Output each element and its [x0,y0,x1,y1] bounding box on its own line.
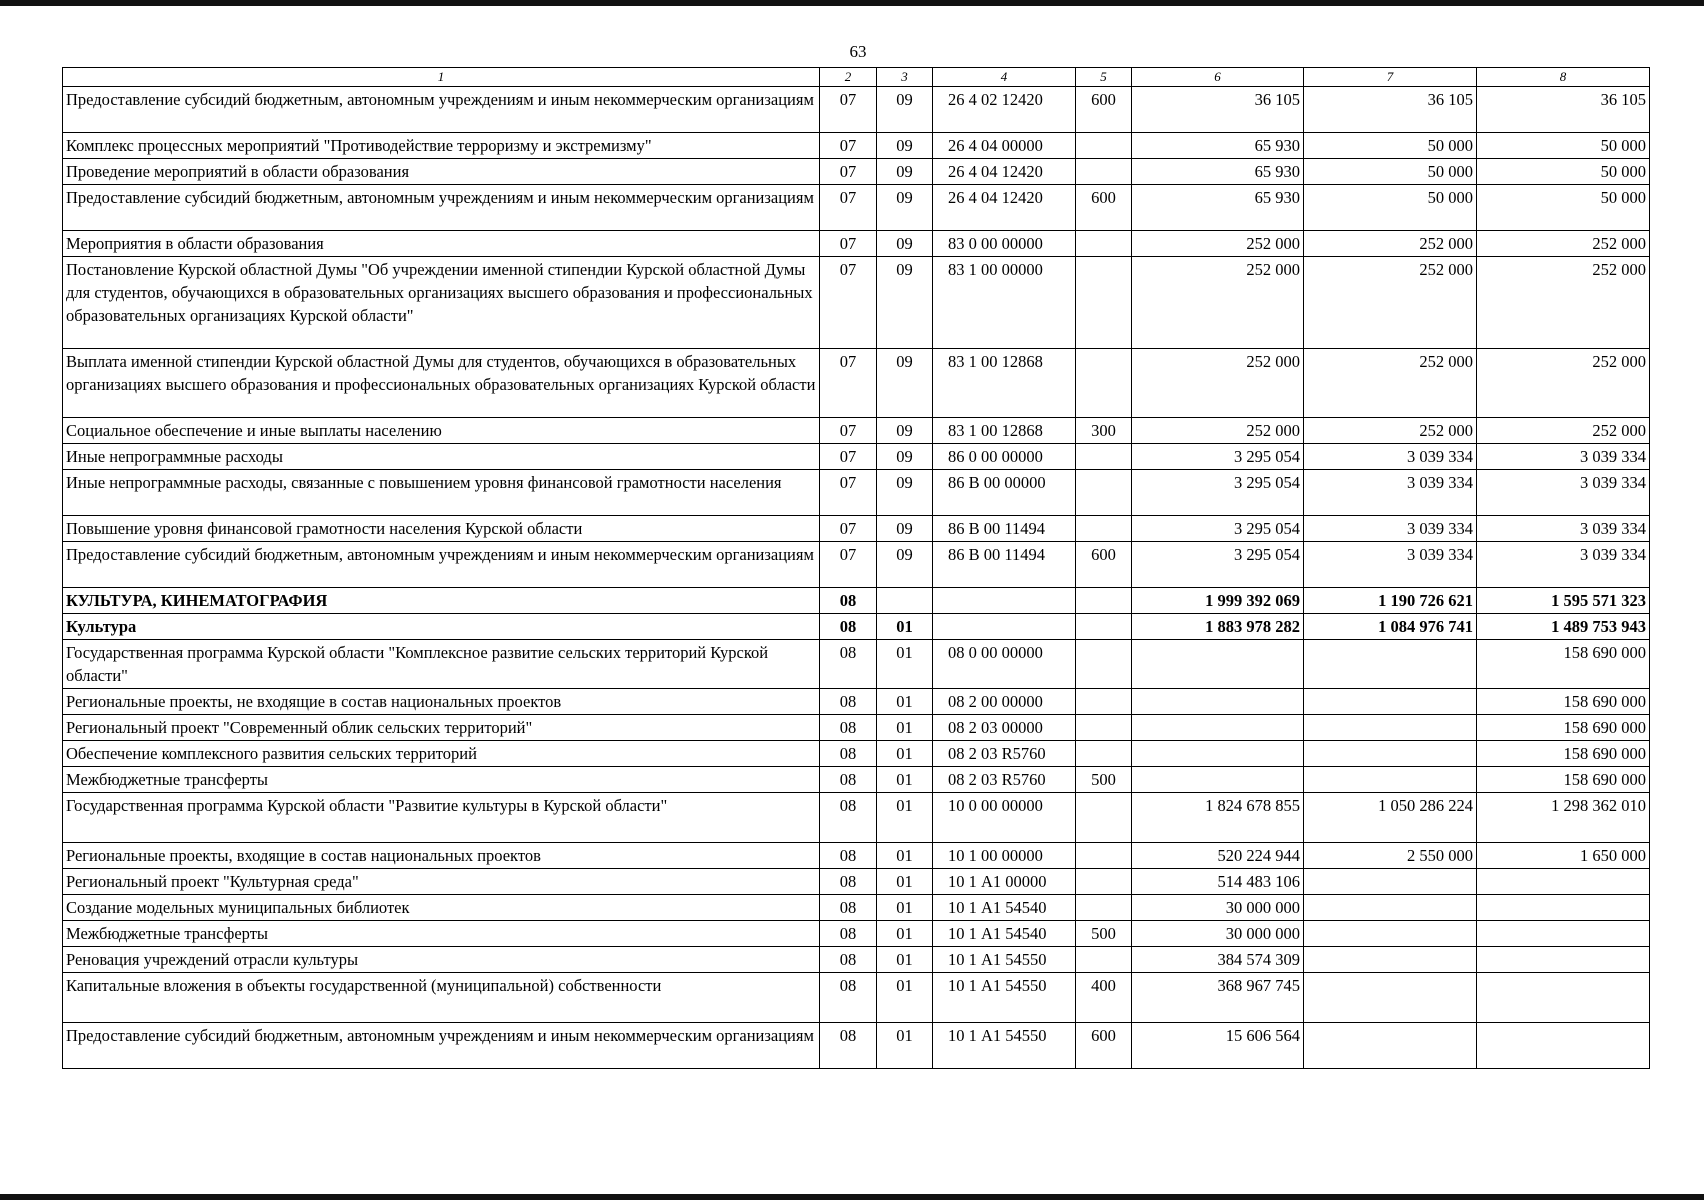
table-row [63,947,1650,973]
row-subsection: 01 [877,1023,933,1069]
row-amount-col7: 50 000 [1304,159,1477,185]
row-amount-col8: 252 000 [1477,257,1650,349]
row-name: Государственная программа Курской области "Комплексное развитие сельских территорий Курской области" [63,640,820,689]
row-name: Иные непрограммные расходы, связанные с повышением уровня финансовой грамотности населения [63,470,820,516]
row-target-article [933,588,1076,614]
row-subsection: 01 [877,640,933,689]
row-expense-type [1076,257,1132,349]
row-target-article: 08 2 00 00000 [933,689,1076,715]
row-amount-col6: 3 295 054 [1132,516,1304,542]
row-target-article: 08 2 03 R5760 [933,741,1076,767]
row-amount-col7 [1304,640,1477,689]
row-subsection: 09 [877,159,933,185]
row-subsection: 09 [877,257,933,349]
row-amount-col8: 36 105 [1477,87,1650,133]
row-amount-col6: 65 930 [1132,159,1304,185]
row-name: Региональные проекты, входящие в состав национальных проектов [63,843,820,869]
row-subsection: 01 [877,921,933,947]
row-amount-col6 [1132,640,1304,689]
table-row [63,418,1650,444]
table-row [63,257,1650,349]
row-amount-col6: 1 883 978 282 [1132,614,1304,640]
row-amount-col8: 158 690 000 [1477,767,1650,793]
row-amount-col8: 3 039 334 [1477,470,1650,516]
row-section: 08 [820,588,877,614]
row-name: Повышение уровня финансовой грамотности населения Курской области [63,516,820,542]
row-expense-type [1076,133,1132,159]
row-amount-col6 [1132,767,1304,793]
row-amount-col6: 36 105 [1132,87,1304,133]
row-expense-type: 300 [1076,418,1132,444]
row-amount-col7: 50 000 [1304,185,1477,231]
row-subsection: 01 [877,767,933,793]
row-name: Выплата именной стипендии Курской областной Думы для студентов, обучающихся в образовательных организациях высшего образования и профессиональных образовательных организациях Курской области [63,349,820,418]
table-row [63,689,1650,715]
row-expense-type [1076,159,1132,185]
row-amount-col8: 158 690 000 [1477,640,1650,689]
row-subsection: 01 [877,973,933,1023]
row-subsection: 09 [877,349,933,418]
row-amount-col6: 3 295 054 [1132,470,1304,516]
row-section: 08 [820,947,877,973]
row-section: 08 [820,640,877,689]
row-amount-col8 [1477,947,1650,973]
row-expense-type [1076,470,1132,516]
table-body [63,68,1650,1069]
row-subsection: 09 [877,470,933,516]
row-section: 07 [820,87,877,133]
row-subsection [877,588,933,614]
col-num-6: 6 [1132,68,1304,87]
row-section: 08 [820,1023,877,1069]
table-row [63,741,1650,767]
row-name: Региональный проект "Современный облик сельских территорий" [63,715,820,741]
row-expense-type [1076,741,1132,767]
row-target-article: 10 1 А1 54550 [933,947,1076,973]
row-section: 08 [820,895,877,921]
row-amount-col8: 1 298 362 010 [1477,793,1650,843]
row-target-article: 83 1 00 00000 [933,257,1076,349]
row-expense-type [1076,444,1132,470]
row-section: 08 [820,921,877,947]
row-subsection: 01 [877,869,933,895]
row-name: Реновация учреждений отрасли культуры [63,947,820,973]
row-target-article: 86 В 00 11494 [933,516,1076,542]
row-section: 08 [820,973,877,1023]
row-amount-col7 [1304,767,1477,793]
row-expense-type: 600 [1076,87,1132,133]
row-amount-col6: 252 000 [1132,349,1304,418]
row-subsection: 09 [877,516,933,542]
row-amount-col7: 252 000 [1304,257,1477,349]
row-name: Иные непрограммные расходы [63,444,820,470]
row-name: Проведение мероприятий в области образования [63,159,820,185]
row-name: Региональные проекты, не входящие в состав национальных проектов [63,689,820,715]
table-row [63,588,1650,614]
row-amount-col8: 158 690 000 [1477,689,1650,715]
row-amount-col6: 3 295 054 [1132,542,1304,588]
row-amount-col7 [1304,947,1477,973]
col-num-5: 5 [1076,68,1132,87]
row-amount-col8: 252 000 [1477,418,1650,444]
table-row [63,542,1650,588]
row-amount-col8 [1477,869,1650,895]
row-amount-col6: 252 000 [1132,231,1304,257]
row-amount-col8 [1477,895,1650,921]
row-amount-col8 [1477,973,1650,1023]
row-target-article: 10 1 А1 54550 [933,1023,1076,1069]
row-section: 07 [820,418,877,444]
table-row [63,640,1650,689]
row-amount-col7 [1304,869,1477,895]
row-amount-col8: 252 000 [1477,231,1650,257]
row-amount-col7: 1 084 976 741 [1304,614,1477,640]
row-amount-col7 [1304,689,1477,715]
row-target-article: 10 1 А1 54540 [933,921,1076,947]
row-amount-col8: 252 000 [1477,349,1650,418]
row-target-article: 86 В 00 11494 [933,542,1076,588]
row-target-article: 10 1 00 00000 [933,843,1076,869]
row-name: Культура [63,614,820,640]
row-amount-col7: 2 550 000 [1304,843,1477,869]
row-name: Создание модельных муниципальных библиотек [63,895,820,921]
table-row [63,516,1650,542]
row-target-article: 83 0 00 00000 [933,231,1076,257]
table-row [63,159,1650,185]
table-row [63,349,1650,418]
row-amount-col7 [1304,921,1477,947]
row-amount-col7 [1304,895,1477,921]
row-subsection: 01 [877,793,933,843]
table-row [63,869,1650,895]
table-row [63,843,1650,869]
row-name: КУЛЬТУРА, КИНЕМАТОГРАФИЯ [63,588,820,614]
table-row [63,793,1650,843]
row-amount-col6: 65 930 [1132,133,1304,159]
row-section: 08 [820,715,877,741]
row-target-article: 26 4 04 12420 [933,159,1076,185]
row-amount-col6: 30 000 000 [1132,921,1304,947]
row-amount-col7 [1304,741,1477,767]
table-row [63,185,1650,231]
row-expense-type [1076,715,1132,741]
row-expense-type: 400 [1076,973,1132,1023]
row-section: 08 [820,843,877,869]
col-num-2: 2 [820,68,877,87]
row-section: 08 [820,767,877,793]
row-name: Межбюджетные трансферты [63,921,820,947]
col-num-4: 4 [933,68,1076,87]
row-expense-type: 500 [1076,921,1132,947]
row-section: 07 [820,444,877,470]
row-expense-type [1076,349,1132,418]
row-target-article: 26 4 02 12420 [933,87,1076,133]
row-expense-type: 600 [1076,185,1132,231]
row-amount-col8: 50 000 [1477,133,1650,159]
row-amount-col7: 3 039 334 [1304,470,1477,516]
row-section: 07 [820,185,877,231]
row-subsection: 09 [877,87,933,133]
row-expense-type [1076,947,1132,973]
row-subsection: 01 [877,689,933,715]
table-row [63,614,1650,640]
row-subsection: 09 [877,418,933,444]
row-subsection: 01 [877,614,933,640]
row-amount-col6: 252 000 [1132,257,1304,349]
row-section: 07 [820,542,877,588]
row-amount-col6 [1132,715,1304,741]
row-amount-col7: 1 050 286 224 [1304,793,1477,843]
row-amount-col8: 1 650 000 [1477,843,1650,869]
row-section: 07 [820,470,877,516]
scan-edge-bottom [0,1194,1704,1200]
row-section: 08 [820,869,877,895]
row-subsection: 01 [877,715,933,741]
row-target-article: 83 1 00 12868 [933,418,1076,444]
row-expense-type: 600 [1076,542,1132,588]
table-row [63,715,1650,741]
row-amount-col8: 1 595 571 323 [1477,588,1650,614]
row-amount-col7: 3 039 334 [1304,542,1477,588]
row-expense-type [1076,614,1132,640]
row-amount-col7 [1304,715,1477,741]
row-amount-col8: 158 690 000 [1477,715,1650,741]
row-target-article: 08 0 00 00000 [933,640,1076,689]
row-section: 07 [820,231,877,257]
row-target-article: 26 4 04 00000 [933,133,1076,159]
row-subsection: 01 [877,741,933,767]
row-subsection: 09 [877,133,933,159]
row-amount-col8: 3 039 334 [1477,516,1650,542]
row-target-article: 83 1 00 12868 [933,349,1076,418]
scan-edge-top [0,0,1704,6]
row-amount-col6: 1 824 678 855 [1132,793,1304,843]
row-subsection: 09 [877,542,933,588]
row-target-article: 10 0 00 00000 [933,793,1076,843]
row-amount-col6: 368 967 745 [1132,973,1304,1023]
row-amount-col6: 520 224 944 [1132,843,1304,869]
row-amount-col8 [1477,921,1650,947]
row-expense-type [1076,843,1132,869]
row-target-article: 26 4 04 12420 [933,185,1076,231]
row-subsection: 09 [877,185,933,231]
row-amount-col8: 158 690 000 [1477,741,1650,767]
col-num-8: 8 [1477,68,1650,87]
col-num-7: 7 [1304,68,1477,87]
row-target-article: 08 2 03 00000 [933,715,1076,741]
row-amount-col8: 1 489 753 943 [1477,614,1650,640]
row-section: 07 [820,159,877,185]
table-row [63,921,1650,947]
row-amount-col6: 1 999 392 069 [1132,588,1304,614]
table-row [63,231,1650,257]
row-amount-col7: 50 000 [1304,133,1477,159]
row-expense-type [1076,793,1132,843]
budget-table [62,67,1650,1069]
row-target-article: 10 1 А1 00000 [933,869,1076,895]
row-section: 08 [820,689,877,715]
row-expense-type: 600 [1076,1023,1132,1069]
row-section: 08 [820,614,877,640]
row-amount-col8: 50 000 [1477,159,1650,185]
row-target-article: 86 В 00 00000 [933,470,1076,516]
row-amount-col6: 3 295 054 [1132,444,1304,470]
row-section: 08 [820,793,877,843]
row-name: Предоставление субсидий бюджетным, автономным учреждениям и иным некоммерческим организациям [63,185,820,231]
table-row [63,1023,1650,1069]
row-name: Предоставление субсидий бюджетным, автономным учреждениям и иным некоммерческим организациям [63,87,820,133]
row-name: Комплекс процессных мероприятий "Противодействие терроризму и экстремизму" [63,133,820,159]
row-amount-col6: 15 606 564 [1132,1023,1304,1069]
row-subsection: 09 [877,444,933,470]
row-target-article: 10 1 А1 54550 [933,973,1076,1023]
col-num-1: 1 [63,68,820,87]
row-amount-col6: 514 483 106 [1132,869,1304,895]
row-expense-type [1076,640,1132,689]
row-section: 07 [820,516,877,542]
row-target-article [933,614,1076,640]
row-name: Государственная программа Курской области "Развитие культуры в Курской области" [63,793,820,843]
row-amount-col8: 50 000 [1477,185,1650,231]
row-amount-col8 [1477,1023,1650,1069]
row-amount-col7: 3 039 334 [1304,444,1477,470]
row-name: Предоставление субсидий бюджетным, автономным учреждениям и иным некоммерческим организациям [63,542,820,588]
row-amount-col7 [1304,1023,1477,1069]
row-amount-col7: 3 039 334 [1304,516,1477,542]
row-amount-col8: 3 039 334 [1477,444,1650,470]
row-subsection: 01 [877,843,933,869]
row-amount-col6: 30 000 000 [1132,895,1304,921]
row-amount-col6: 65 930 [1132,185,1304,231]
row-name: Обеспечение комплексного развития сельских территорий [63,741,820,767]
table-row [63,470,1650,516]
row-name: Мероприятия в области образования [63,231,820,257]
row-expense-type [1076,516,1132,542]
row-expense-type [1076,588,1132,614]
row-amount-col6: 252 000 [1132,418,1304,444]
row-target-article: 86 0 00 00000 [933,444,1076,470]
row-section: 07 [820,257,877,349]
row-amount-col8: 3 039 334 [1477,542,1650,588]
row-amount-col7 [1304,973,1477,1023]
row-expense-type [1076,689,1132,715]
table-row [63,87,1650,133]
row-section: 08 [820,741,877,767]
row-amount-col7: 252 000 [1304,349,1477,418]
row-amount-col7: 252 000 [1304,418,1477,444]
col-num-3: 3 [877,68,933,87]
row-amount-col6: 384 574 309 [1132,947,1304,973]
table-row [63,895,1650,921]
table-row [63,444,1650,470]
row-amount-col7: 252 000 [1304,231,1477,257]
row-expense-type: 500 [1076,767,1132,793]
row-amount-col7: 1 190 726 621 [1304,588,1477,614]
row-expense-type [1076,869,1132,895]
row-name: Социальное обеспечение и иные выплаты населению [63,418,820,444]
row-amount-col7: 36 105 [1304,87,1477,133]
row-name: Региональный проект "Культурная среда" [63,869,820,895]
row-target-article: 10 1 А1 54540 [933,895,1076,921]
row-expense-type [1076,231,1132,257]
row-section: 07 [820,133,877,159]
row-target-article: 08 2 03 R5760 [933,767,1076,793]
row-subsection: 09 [877,231,933,257]
row-expense-type [1076,895,1132,921]
column-number-row [63,68,1650,87]
row-amount-col6 [1132,689,1304,715]
row-subsection: 01 [877,895,933,921]
table-row [63,973,1650,1023]
row-subsection: 01 [877,947,933,973]
table-row [63,133,1650,159]
row-section: 07 [820,349,877,418]
row-name: Капитальные вложения в объекты государственной (муниципальной) собственности [63,973,820,1023]
row-amount-col6 [1132,741,1304,767]
row-name: Предоставление субсидий бюджетным, автономным учреждениям и иным некоммерческим организациям [63,1023,820,1069]
row-name: Постановление Курской областной Думы "Об учреждении именной стипендии Курской областной Думы для студентов, обучающихся в образовательных организациях высшего образования и профессиональных образовательных организациях Курской области" [63,257,820,349]
table-row [63,767,1650,793]
row-name: Межбюджетные трансферты [63,767,820,793]
page-number: 63 [849,42,867,61]
